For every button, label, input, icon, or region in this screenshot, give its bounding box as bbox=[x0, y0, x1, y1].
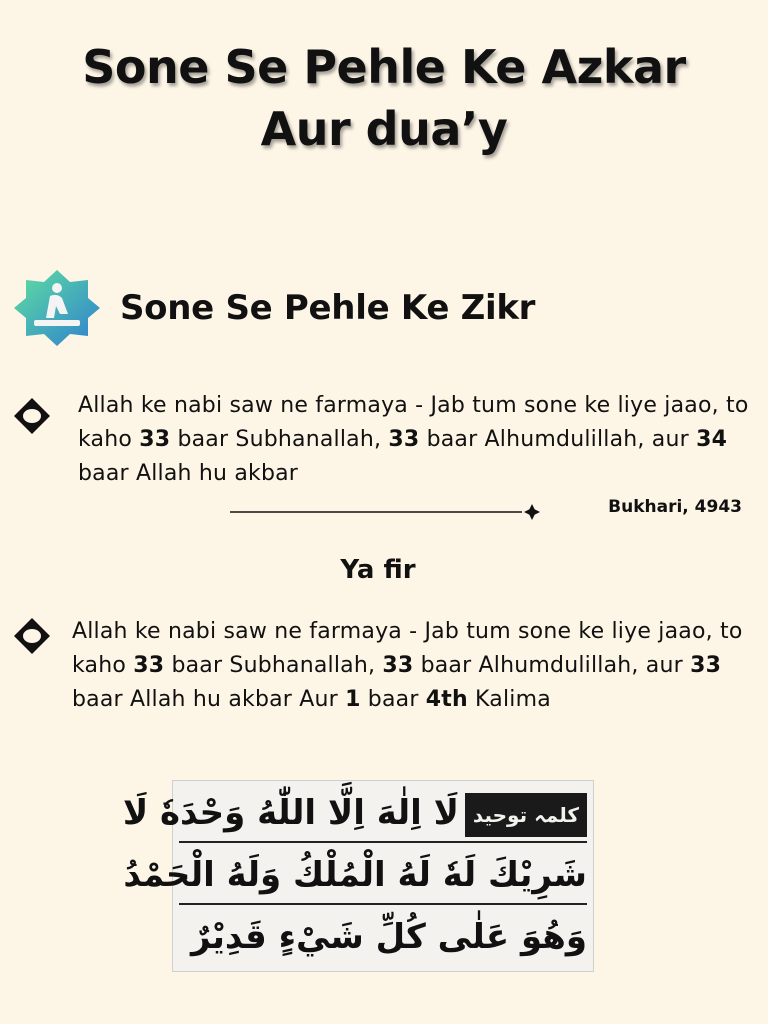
separator-line bbox=[230, 503, 542, 521]
section-title: Sone Se Pehle Ke Zikr bbox=[120, 288, 536, 328]
prayer-badge-icon bbox=[12, 268, 102, 348]
section-header bbox=[12, 268, 535, 348]
kalima-line-1: کلمہ توحیدلَا اِلٰهَ اِلَّا اللّٰهُ وَحْدَهٗ لَا bbox=[179, 785, 587, 843]
title-line-1: Sone Se Pehle Ke Azkar bbox=[82, 40, 686, 94]
zikr-paragraph-2: Allah ke nabi saw ne farmaya - Jab tum sone ke liye jaao, to kaho 33 baar Subhanallah, 33 baar Alhumdulillah, aur 33 baar Allah hu akbar Aur 1 baar 4th Kalima bbox=[72, 619, 743, 712]
kalima-line-3: وَهُوَ عَلٰى كُلِّ شَيْءٍ قَدِيْرٌ bbox=[190, 917, 587, 957]
kalima-line-2: شَرِيْكَ لَهٗ لَهُ الْمُلْكُ وَلَهُ الْحَمْدُ bbox=[179, 847, 587, 905]
alternative-label: Ya fir bbox=[340, 555, 416, 585]
kalima-image bbox=[122, 780, 594, 972]
diamond-bullet-icon bbox=[10, 614, 54, 658]
title-line-2: Aur dua’y bbox=[260, 102, 508, 156]
hadith-source: Bukhari, 4943 bbox=[608, 497, 742, 517]
page-title bbox=[0, 36, 768, 160]
zikr-paragraph-1: Allah ke nabi saw ne farmaya - Jab tum sone ke liye jaao, to kaho 33 baar Subhanallah, 33 baar Alhumdulillah, aur 34 baar Allah hu akbar bbox=[78, 393, 749, 486]
diamond-bullet-icon bbox=[10, 394, 54, 438]
kalima-label: کلمہ توحید bbox=[465, 793, 587, 837]
